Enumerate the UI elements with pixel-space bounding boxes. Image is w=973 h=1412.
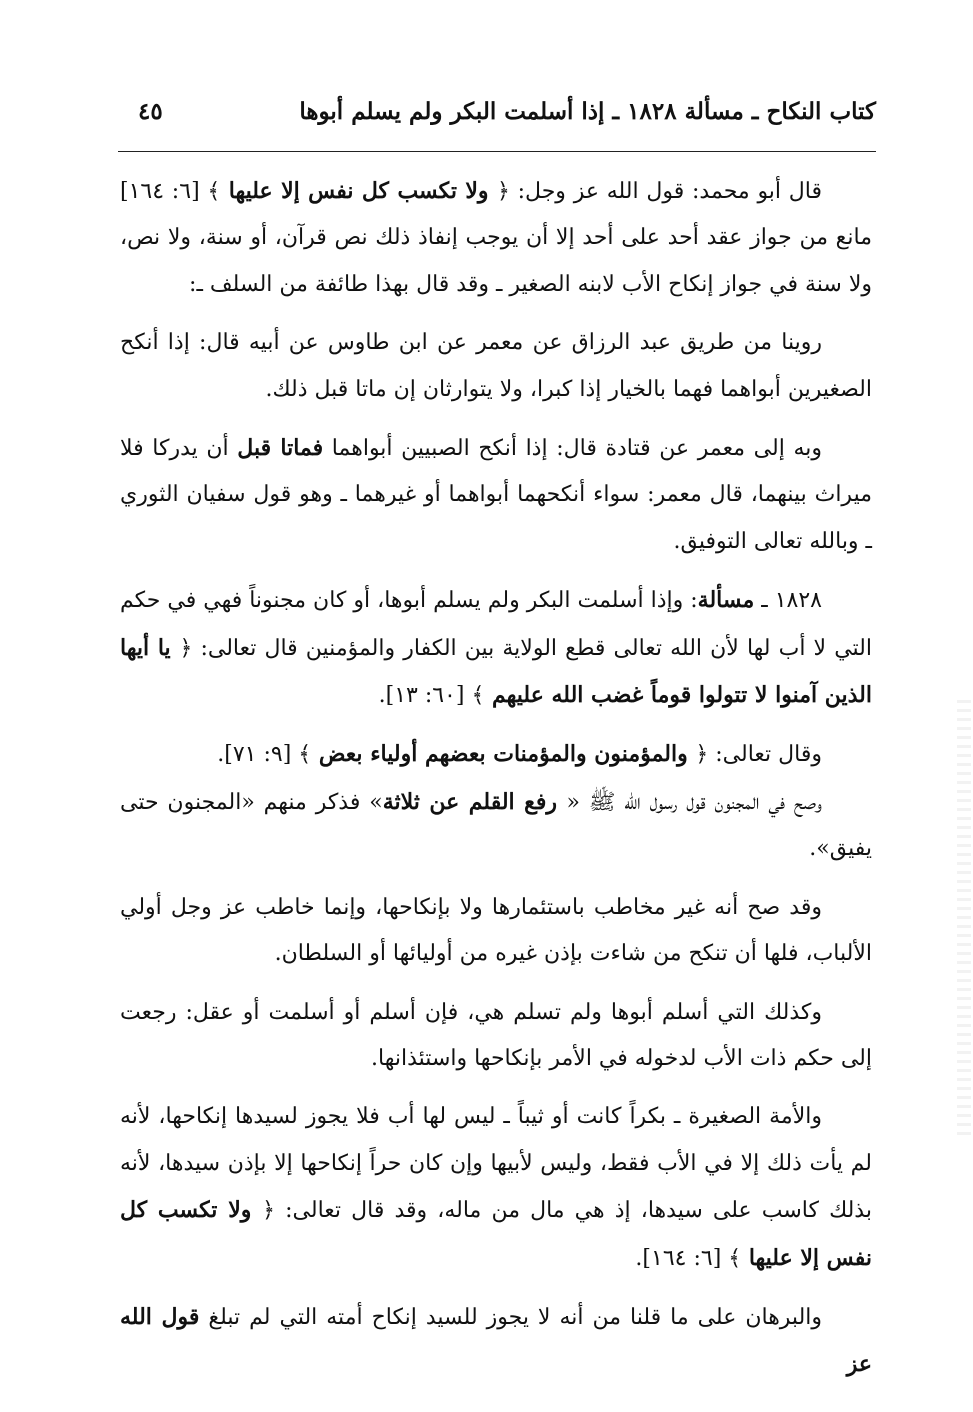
quran-verse: ولا تكسب كل نفس إلا عليها [220, 178, 497, 204]
paragraph-1-lead: قال أبو محمد: قول الله عز وجل: ﴿ [496, 179, 823, 204]
paragraph-6 [120, 779, 872, 873]
hadith-text: رفع القلم عن ثلاثة [382, 788, 567, 815]
paragraph-1-rest: ﴾ [٦: ١٦٤] مانع من جواز عقد أحد على أحد إلا أن يوجب إنفاذ ذلك نص قرآن، أو سنة، ولا نص، ولا سنة في جواز إنكاح الأب لابنه الصغير ـ وقد قال بهذا طائفة من السلف ـ: [120, 179, 872, 297]
paragraph-9 [120, 1094, 872, 1282]
masala-number: ١٨٢٨ ـ [754, 588, 822, 614]
paragraph-9-rest: ﴾ [٦: ١٦٤]. [635, 1245, 742, 1271]
paragraph-5-lead: وقال تعالى: ﴿ [695, 742, 822, 768]
paragraph-3-bold: فماتا قبل [237, 435, 324, 462]
paragraph-1 [120, 168, 872, 308]
quran-verse: يا أيها الذين آمنوا لا تتولوا قوماً غضب الله عليهم [120, 634, 872, 709]
paragraph-9-lead: والأمة الصغيرة ـ بكراً كانت أو ثيباً ـ ليس لها أب فلا يجوز لسيدها إنكاحها، لأنه لم يأت ذلك إلا في الأب فقط، وليس لأبيها وإن كان حراً إنكاحها إلا بإذن سيدها، لأنه بذلك كاسب على سيدها، إذ هي مال من ماله، وقد قال تعالى: ﴿ [120, 1104, 872, 1224]
paragraph-3-lead: وبه إلى معمر عن قتادة قال: إذا أنكح الصبيين أبواهما [323, 436, 822, 462]
paragraph-4-lead: : وإذا أسلمت البكر ولم يسلم أبوها، أو كان مجنوناً فهي في حكم التي لا أب لها لأن الله تعالى قطع الولاية بين الكفار والمؤمنين قال تعالى: ﴿ [120, 588, 872, 661]
body-text [120, 168, 872, 1389]
paragraph-10-bold: قول الله عز [120, 1303, 872, 1378]
paragraph-5-rest: ﴾ [٩: ٧١]. [217, 742, 312, 768]
running-head [118, 92, 876, 136]
running-title: كتاب النكاح ـ مسألة ١٨٢٨ ـ إذا أسلمت البكر ولم يسلم أبوها [299, 98, 876, 125]
paragraph-2: روينا من طريق عبد الرزاق عن معمر عن ابن طاوس عن أبيه قال: إذا أنكح الصغيرين أبواهما فهما بالخيار إذا كبرا، ولا يتوارثان إن ماتا قبل ذلك. [120, 330, 872, 402]
masala-label: مسألة [697, 587, 755, 614]
paragraph-3 [120, 425, 872, 565]
paragraph-8: وكذلك التي أسلم أبوها ولم تسلم هي، فإن أسلم أو أسلمت أو عقل: رجعت إلى حكم ذات الأب لدخوله في الأمر بإنكاحها واستئذانها. [120, 999, 872, 1071]
scan-edge-noise [957, 700, 971, 1140]
quran-verse: والمؤمنون والمؤمنات بعضهم أولياء بعض [311, 741, 696, 768]
paragraph-4-rest: ﴾ [٦٠: ١٣]. [378, 683, 485, 709]
header-rule [118, 151, 876, 152]
paragraph-5 [120, 731, 872, 778]
paragraph-10-lead: والبرهان على ما قلنا من أنه لا يجوز للسيد إنكاح أمته التي لم تبلغ [199, 1304, 823, 1330]
paragraph-3-rest: أن يدركا فلا ميراث بينهما، قال معمر: سواء أنكحهما أبواهما أو غيرهما ـ وهو قول سفيان الثوري ـ وبالله تعالى التوفيق. [120, 436, 872, 554]
paragraph-6-lead: وصح في المجنون قول رسول الله ﷺ « [566, 789, 822, 815]
paragraph-6-rest: » فذكر منهم «المجنون حتى يفيق». [120, 789, 872, 862]
paragraph-10 [120, 1294, 872, 1389]
quran-verse: ولا تكسب كل نفس إلا عليها [120, 1197, 872, 1271]
page-number: ٤٥ [138, 98, 163, 125]
paragraph-7: وقد صح أنه غير مخاطب باستئمارها ولا بإنكاحها، وإنما خاطب عز وجل أولي الألباب، فلها أن تنكح من شاءت بإذن غيره من أوليائها أو السلطان. [120, 894, 872, 967]
paragraph-masala-1828 [120, 577, 872, 719]
